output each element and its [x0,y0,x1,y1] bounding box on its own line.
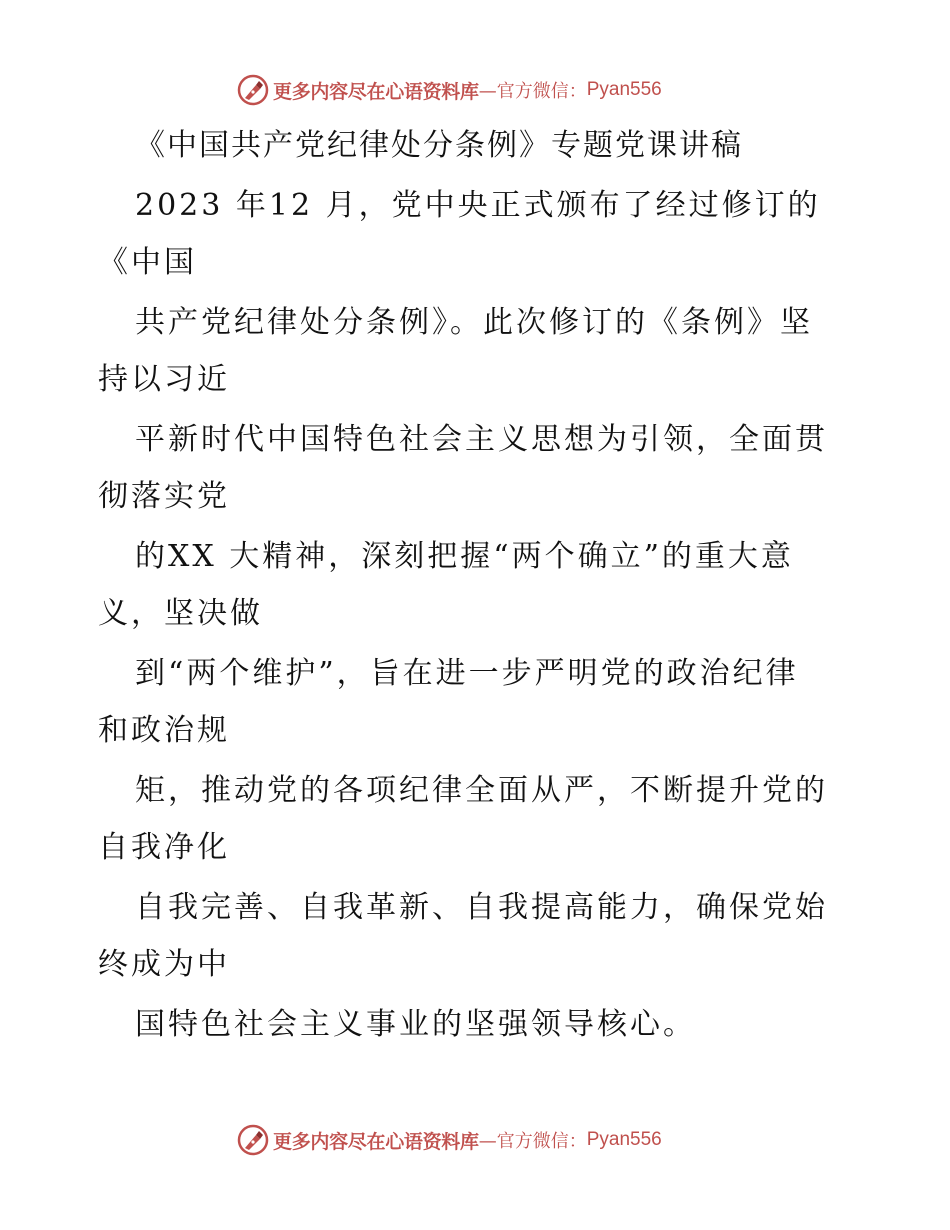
body-line: 共产党纪律处分条例》。此次修订的《条例》坚 [135,305,813,340]
watermark-wechat-id: Pyan556 [586,1129,662,1150]
body-line: 《中国 [98,245,197,280]
body-line: 的XX 大精神，深刻把握“两个确立”的重大意 [135,539,794,574]
body-line: 和政治规 [98,713,230,748]
header-watermark [236,73,662,107]
watermark-dash-text: —官方微信： [478,1131,587,1152]
body-line: 平新时代中国特色社会主义思想为引领，全面贯 [135,422,828,457]
pen-nib-icon [236,1123,270,1157]
watermark-brand-text: 更多内容尽在心语资料库 [273,1130,479,1153]
body-line: 终成为中 [98,947,230,982]
watermark-wechat-id: Pyan556 [586,79,662,100]
body-line: 持以习近 [98,362,230,397]
body-line: 2023 年12 月，党中央正式颁布了经过修订的 [135,188,821,223]
pen-nib-icon [236,73,270,107]
body-line: 国特色社会主义事业的坚强领导核心。 [135,1007,696,1042]
body-line: 到“两个维护”，旨在进一步严明党的政治纪律 [135,656,799,691]
body-line: 矩，推动党的各项纪律全面从严，不断提升党的 [135,773,828,808]
body-line: 彻落实党 [98,479,230,514]
body-line: 自我完善、自我革新、自我提高能力，确保党始 [135,890,828,925]
document-title: 《中国共产党纪律处分条例》专题党课讲稿 [135,128,743,163]
watermark-brand-text: 更多内容尽在心语资料库 [273,80,479,103]
body-line: 义，坚决做 [98,596,263,631]
footer-watermark [236,1123,662,1157]
body-line: 自我净化 [98,830,230,865]
watermark-dash-text: —官方微信： [478,81,587,102]
